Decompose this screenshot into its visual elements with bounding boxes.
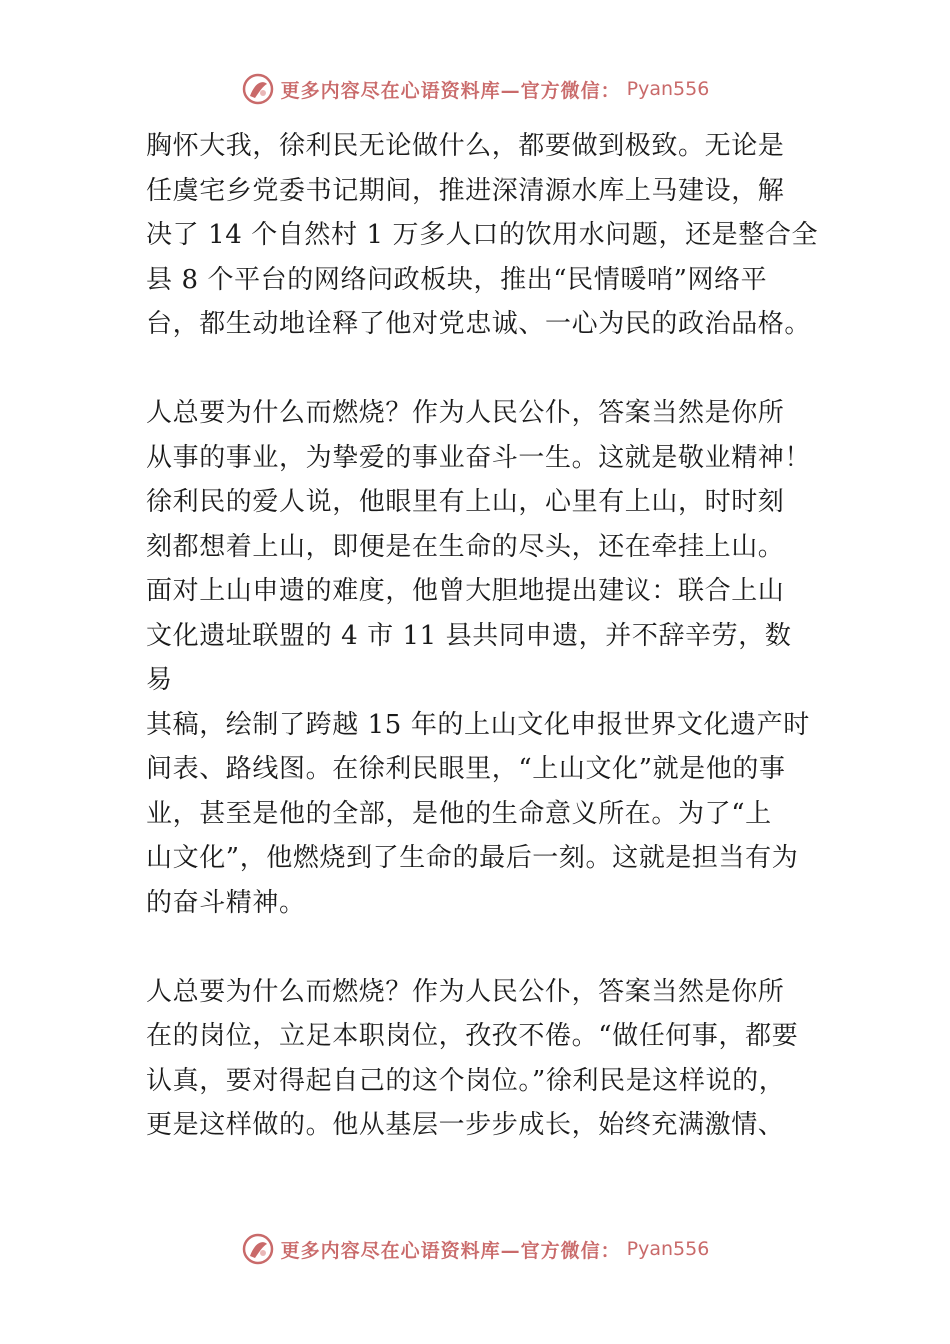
text-line: 文化遗址联盟的 4 市 11 县共同申遗，并不辞辛劳，数 bbox=[146, 620, 792, 651]
document-body bbox=[146, 124, 819, 1148]
footer-watermark bbox=[0, 1232, 950, 1266]
watermark-text: 更多内容尽在心语资料库—官方微信： bbox=[280, 79, 621, 102]
header-watermark bbox=[0, 72, 950, 106]
text-line: 间表、路线图。在徐利民眼里，“上山文化”就是他的事 bbox=[146, 754, 786, 784]
text-line: 从事的事业，为挚爱的事业奋斗一生。这就是敬业精神！ bbox=[146, 442, 812, 473]
text-line: 其稿，绘制了跨越 15 年的上山文化申报世界文化遗产时 bbox=[146, 709, 810, 740]
text-line: 任虞宅乡党委书记期间，推进深清源水库上马建设，解 bbox=[146, 175, 785, 206]
text-line: 人总要为什么而燃烧？作为人民公仆，答案当然是你所 bbox=[146, 398, 785, 428]
logo-icon bbox=[241, 1232, 275, 1266]
text-line: 县 8 个平台的网络问政板块，推出“民情暖哨”网络平 bbox=[146, 264, 768, 295]
watermark-account: Pyan556 bbox=[626, 78, 710, 100]
text-line: 的奋斗精神。 bbox=[146, 887, 306, 918]
text-line: 认真，要对得起自己的这个岗位。”徐利民是这样说的， bbox=[146, 1065, 786, 1096]
text-line: 胸怀大我，徐利民无论做什么，都要做到极致。无论是 bbox=[146, 131, 785, 161]
text-line: 决了 14 个自然村 1 万多人口的饮用水问题，还是整合全 bbox=[146, 220, 819, 250]
paragraph-1 bbox=[146, 124, 819, 347]
text-line: 更是这样做的。他从基层一步步成长，始终充满激情、 bbox=[146, 1110, 785, 1140]
text-line: 台，都生动地诠释了他对党忠诚、一心为民的政治品格。 bbox=[146, 309, 812, 339]
paragraph-gap bbox=[146, 347, 811, 392]
text-line: 山文化”，他燃烧到了生命的最后一刻。这就是担当有为 bbox=[146, 843, 799, 873]
text-line: 人总要为什么而燃烧？作为人民公仆，答案当然是你所 bbox=[146, 976, 785, 1007]
text-line: 在的岗位，立足本职岗位，孜孜不倦。“做任何事，都要 bbox=[146, 1021, 799, 1051]
paragraph-2 bbox=[146, 391, 811, 925]
logo-icon bbox=[241, 72, 275, 106]
watermark-account: Pyan556 bbox=[626, 1238, 710, 1260]
text-line: 业，甚至是他的全部，是他的生命意义所在。为了“上 bbox=[146, 798, 772, 829]
text-line: 刻都想着上山，即便是在生命的尽头，还在牵挂上山。 bbox=[146, 531, 785, 562]
text-line: 徐利民的爱人说，他眼里有上山，心里有上山，时时刻 bbox=[146, 487, 785, 517]
paragraph-gap bbox=[146, 925, 811, 970]
text-line: 易 bbox=[146, 665, 173, 695]
watermark-text: 更多内容尽在心语资料库—官方微信： bbox=[280, 1239, 621, 1262]
text-line: 面对上山申遗的难度，他曾大胆地提出建议：联合上山 bbox=[146, 576, 785, 606]
paragraph-3 bbox=[146, 970, 811, 1148]
